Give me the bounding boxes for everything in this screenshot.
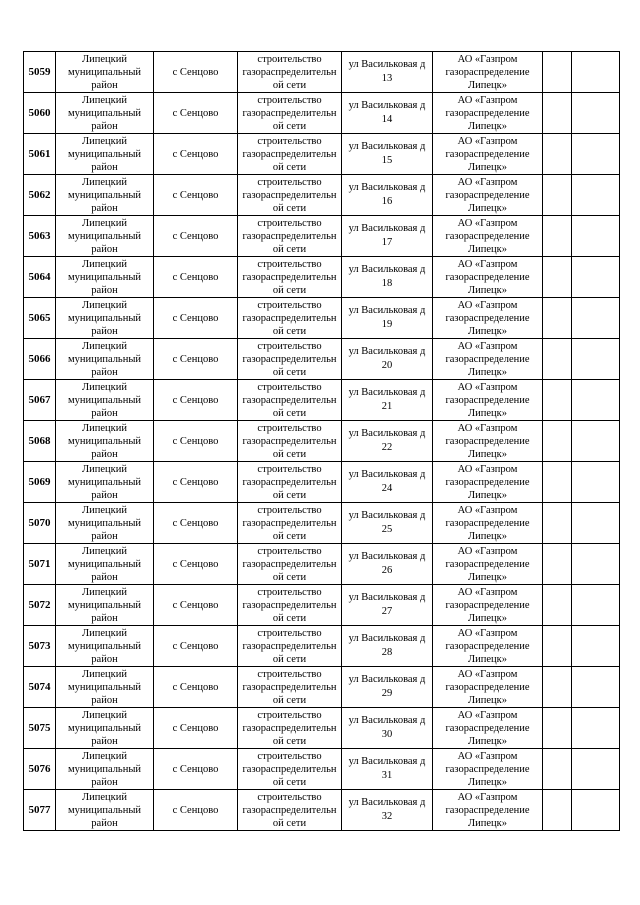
district-cell: Липецкий муниципальный район <box>56 626 154 667</box>
locality-cell: с Сенцово <box>154 93 238 134</box>
table-row <box>24 626 620 667</box>
address-house: 26 <box>381 565 393 576</box>
empty-cell <box>543 93 572 134</box>
row-number: 5070 <box>24 503 56 544</box>
table-row <box>24 585 620 626</box>
work-type-cell: строительство газораспределительн ой сети <box>238 585 342 626</box>
address-street: ул Васильковая д <box>348 428 426 439</box>
registry-table <box>23 51 620 831</box>
district-cell: Липецкий муниципальный район <box>56 503 154 544</box>
empty-cell <box>543 52 572 93</box>
empty-cell <box>572 175 620 216</box>
organization-cell: АО «Газпром газораспределение Липецк» <box>433 339 543 380</box>
address-street: ул Васильковая д <box>348 387 426 398</box>
address-cell <box>342 134 433 175</box>
address-house: 18 <box>381 278 393 289</box>
row-number: 5061 <box>24 134 56 175</box>
district-cell: Липецкий муниципальный район <box>56 667 154 708</box>
address-cell <box>342 749 433 790</box>
organization-cell: АО «Газпром газораспределение Липецк» <box>433 708 543 749</box>
empty-cell <box>543 298 572 339</box>
address-house: 21 <box>381 401 393 412</box>
locality-cell: с Сенцово <box>154 380 238 421</box>
organization-cell: АО «Газпром газораспределение Липецк» <box>433 134 543 175</box>
address-cell <box>342 667 433 708</box>
address-house: 17 <box>381 237 393 248</box>
row-number: 5059 <box>24 52 56 93</box>
address-cell <box>342 52 433 93</box>
address-cell <box>342 503 433 544</box>
address-house: 30 <box>381 729 393 740</box>
locality-cell: с Сенцово <box>154 421 238 462</box>
address-house: 28 <box>381 647 393 658</box>
address-house: 14 <box>381 114 393 125</box>
work-type-cell: строительство газораспределительн ой сети <box>238 544 342 585</box>
address-cell <box>342 380 433 421</box>
address-street: ул Васильковая д <box>348 715 426 726</box>
empty-cell <box>572 790 620 831</box>
address-street: ул Васильковая д <box>348 305 426 316</box>
table-row <box>24 749 620 790</box>
locality-cell: с Сенцово <box>154 708 238 749</box>
row-number: 5063 <box>24 216 56 257</box>
locality-cell: с Сенцово <box>154 544 238 585</box>
address-house: 31 <box>381 770 393 781</box>
empty-cell <box>543 339 572 380</box>
address-street: ул Васильковая д <box>348 223 426 234</box>
district-cell: Липецкий муниципальный район <box>56 421 154 462</box>
table-row <box>24 708 620 749</box>
address-house: 32 <box>381 811 393 822</box>
address-cell <box>342 298 433 339</box>
table-row <box>24 462 620 503</box>
work-type-cell: строительство газораспределительн ой сети <box>238 380 342 421</box>
empty-cell <box>543 585 572 626</box>
locality-cell: с Сенцово <box>154 134 238 175</box>
district-cell: Липецкий муниципальный район <box>56 790 154 831</box>
locality-cell: с Сенцово <box>154 339 238 380</box>
address-cell <box>342 175 433 216</box>
table-row <box>24 175 620 216</box>
address-cell <box>342 708 433 749</box>
table-row <box>24 52 620 93</box>
locality-cell: с Сенцово <box>154 626 238 667</box>
organization-cell: АО «Газпром газораспределение Липецк» <box>433 585 543 626</box>
table-row <box>24 257 620 298</box>
row-number: 5072 <box>24 585 56 626</box>
empty-cell <box>572 544 620 585</box>
district-cell: Липецкий муниципальный район <box>56 175 154 216</box>
row-number: 5076 <box>24 749 56 790</box>
address-street: ул Васильковая д <box>348 510 426 521</box>
organization-cell: АО «Газпром газораспределение Липецк» <box>433 380 543 421</box>
organization-cell: АО «Газпром газораспределение Липецк» <box>433 749 543 790</box>
district-cell: Липецкий муниципальный район <box>56 257 154 298</box>
address-cell <box>342 585 433 626</box>
work-type-cell: строительство газораспределительн ой сети <box>238 421 342 462</box>
empty-cell <box>572 667 620 708</box>
empty-cell <box>572 339 620 380</box>
empty-cell <box>572 134 620 175</box>
address-street: ул Васильковая д <box>348 469 426 480</box>
address-house: 16 <box>381 196 393 207</box>
work-type-cell: строительство газораспределительн ой сети <box>238 52 342 93</box>
empty-cell <box>572 585 620 626</box>
row-number: 5066 <box>24 339 56 380</box>
address-street: ул Васильковая д <box>348 59 426 70</box>
work-type-cell: строительство газораспределительн ой сети <box>238 626 342 667</box>
row-number: 5075 <box>24 708 56 749</box>
empty-cell <box>572 216 620 257</box>
empty-cell <box>572 626 620 667</box>
empty-cell <box>543 175 572 216</box>
organization-cell: АО «Газпром газораспределение Липецк» <box>433 462 543 503</box>
address-street: ул Васильковая д <box>348 100 426 111</box>
empty-cell <box>543 708 572 749</box>
work-type-cell: строительство газораспределительн ой сети <box>238 134 342 175</box>
table-row <box>24 544 620 585</box>
organization-cell: АО «Газпром газораспределение Липецк» <box>433 667 543 708</box>
address-cell <box>342 421 433 462</box>
organization-cell: АО «Газпром газораспределение Липецк» <box>433 175 543 216</box>
work-type-cell: строительство газораспределительн ой сети <box>238 298 342 339</box>
table-row <box>24 339 620 380</box>
address-cell <box>342 462 433 503</box>
table-row <box>24 421 620 462</box>
empty-cell <box>543 462 572 503</box>
empty-cell <box>572 52 620 93</box>
organization-cell: АО «Газпром газораспределение Липецк» <box>433 298 543 339</box>
district-cell: Липецкий муниципальный район <box>56 298 154 339</box>
table-row <box>24 134 620 175</box>
address-house: 15 <box>381 155 393 166</box>
empty-cell <box>572 93 620 134</box>
empty-cell <box>543 790 572 831</box>
organization-cell: АО «Газпром газораспределение Липецк» <box>433 790 543 831</box>
locality-cell: с Сенцово <box>154 462 238 503</box>
table-row <box>24 216 620 257</box>
address-house: 29 <box>381 688 393 699</box>
row-number: 5065 <box>24 298 56 339</box>
empty-cell <box>572 749 620 790</box>
table-row <box>24 380 620 421</box>
address-house: 25 <box>381 524 393 535</box>
district-cell: Липецкий муниципальный район <box>56 52 154 93</box>
empty-cell <box>572 462 620 503</box>
row-number: 5062 <box>24 175 56 216</box>
address-street: ул Васильковая д <box>348 182 426 193</box>
organization-cell: АО «Газпром газораспределение Липецк» <box>433 421 543 462</box>
work-type-cell: строительство газораспределительн ой сети <box>238 790 342 831</box>
empty-cell <box>572 708 620 749</box>
district-cell: Липецкий муниципальный район <box>56 134 154 175</box>
locality-cell: с Сенцово <box>154 503 238 544</box>
organization-cell: АО «Газпром газораспределение Липецк» <box>433 257 543 298</box>
address-street: ул Васильковая д <box>348 797 426 808</box>
district-cell: Липецкий муниципальный район <box>56 339 154 380</box>
locality-cell: с Сенцово <box>154 52 238 93</box>
row-number: 5073 <box>24 626 56 667</box>
row-number: 5067 <box>24 380 56 421</box>
locality-cell: с Сенцово <box>154 667 238 708</box>
address-cell <box>342 339 433 380</box>
address-street: ул Васильковая д <box>348 592 426 603</box>
table-row <box>24 790 620 831</box>
address-cell <box>342 626 433 667</box>
work-type-cell: строительство газораспределительн ой сети <box>238 257 342 298</box>
row-number: 5064 <box>24 257 56 298</box>
address-street: ул Васильковая д <box>348 674 426 685</box>
work-type-cell: строительство газораспределительн ой сети <box>238 708 342 749</box>
empty-cell <box>543 257 572 298</box>
row-number: 5068 <box>24 421 56 462</box>
work-type-cell: строительство газораспределительн ой сети <box>238 667 342 708</box>
address-house: 22 <box>381 442 393 453</box>
table-row <box>24 93 620 134</box>
address-cell <box>342 544 433 585</box>
locality-cell: с Сенцово <box>154 749 238 790</box>
empty-cell <box>572 257 620 298</box>
locality-cell: с Сенцово <box>154 257 238 298</box>
address-house: 27 <box>381 606 393 617</box>
locality-cell: с Сенцово <box>154 298 238 339</box>
table-row <box>24 503 620 544</box>
row-number: 5077 <box>24 790 56 831</box>
address-street: ул Васильковая д <box>348 756 426 767</box>
address-street: ул Васильковая д <box>348 264 426 275</box>
address-cell <box>342 216 433 257</box>
locality-cell: с Сенцово <box>154 216 238 257</box>
district-cell: Липецкий муниципальный район <box>56 93 154 134</box>
work-type-cell: строительство газораспределительн ой сети <box>238 216 342 257</box>
empty-cell <box>543 380 572 421</box>
empty-cell <box>543 749 572 790</box>
work-type-cell: строительство газораспределительн ой сети <box>238 749 342 790</box>
table-body <box>24 52 620 831</box>
district-cell: Липецкий муниципальный район <box>56 380 154 421</box>
address-cell <box>342 790 433 831</box>
district-cell: Липецкий муниципальный район <box>56 585 154 626</box>
locality-cell: с Сенцово <box>154 175 238 216</box>
locality-cell: с Сенцово <box>154 585 238 626</box>
empty-cell <box>543 544 572 585</box>
table-row <box>24 298 620 339</box>
district-cell: Липецкий муниципальный район <box>56 216 154 257</box>
address-house: 24 <box>381 483 393 494</box>
organization-cell: АО «Газпром газораспределение Липецк» <box>433 52 543 93</box>
empty-cell <box>572 503 620 544</box>
work-type-cell: строительство газораспределительн ой сети <box>238 339 342 380</box>
address-house: 13 <box>381 73 393 84</box>
empty-cell <box>543 421 572 462</box>
address-cell <box>342 93 433 134</box>
work-type-cell: строительство газораспределительн ой сети <box>238 503 342 544</box>
district-cell: Липецкий муниципальный район <box>56 749 154 790</box>
row-number: 5071 <box>24 544 56 585</box>
work-type-cell: строительство газораспределительн ой сети <box>238 462 342 503</box>
empty-cell <box>572 380 620 421</box>
organization-cell: АО «Газпром газораспределение Липецк» <box>433 93 543 134</box>
empty-cell <box>543 626 572 667</box>
district-cell: Липецкий муниципальный район <box>56 462 154 503</box>
empty-cell <box>543 134 572 175</box>
organization-cell: АО «Газпром газораспределение Липецк» <box>433 626 543 667</box>
address-street: ул Васильковая д <box>348 141 426 152</box>
district-cell: Липецкий муниципальный район <box>56 544 154 585</box>
work-type-cell: строительство газораспределительн ой сети <box>238 175 342 216</box>
address-house: 20 <box>381 360 393 371</box>
address-street: ул Васильковая д <box>348 346 426 357</box>
work-type-cell: строительство газораспределительн ой сети <box>238 93 342 134</box>
empty-cell <box>543 216 572 257</box>
organization-cell: АО «Газпром газораспределение Липецк» <box>433 544 543 585</box>
row-number: 5060 <box>24 93 56 134</box>
row-number: 5074 <box>24 667 56 708</box>
organization-cell: АО «Газпром газораспределение Липецк» <box>433 503 543 544</box>
organization-cell: АО «Газпром газораспределение Липецк» <box>433 216 543 257</box>
address-street: ул Васильковая д <box>348 633 426 644</box>
locality-cell: с Сенцово <box>154 790 238 831</box>
empty-cell <box>543 667 572 708</box>
district-cell: Липецкий муниципальный район <box>56 708 154 749</box>
empty-cell <box>572 298 620 339</box>
address-house: 19 <box>381 319 393 330</box>
table-row <box>24 667 620 708</box>
address-street: ул Васильковая д <box>348 551 426 562</box>
empty-cell <box>543 503 572 544</box>
row-number: 5069 <box>24 462 56 503</box>
address-cell <box>342 257 433 298</box>
empty-cell <box>572 421 620 462</box>
